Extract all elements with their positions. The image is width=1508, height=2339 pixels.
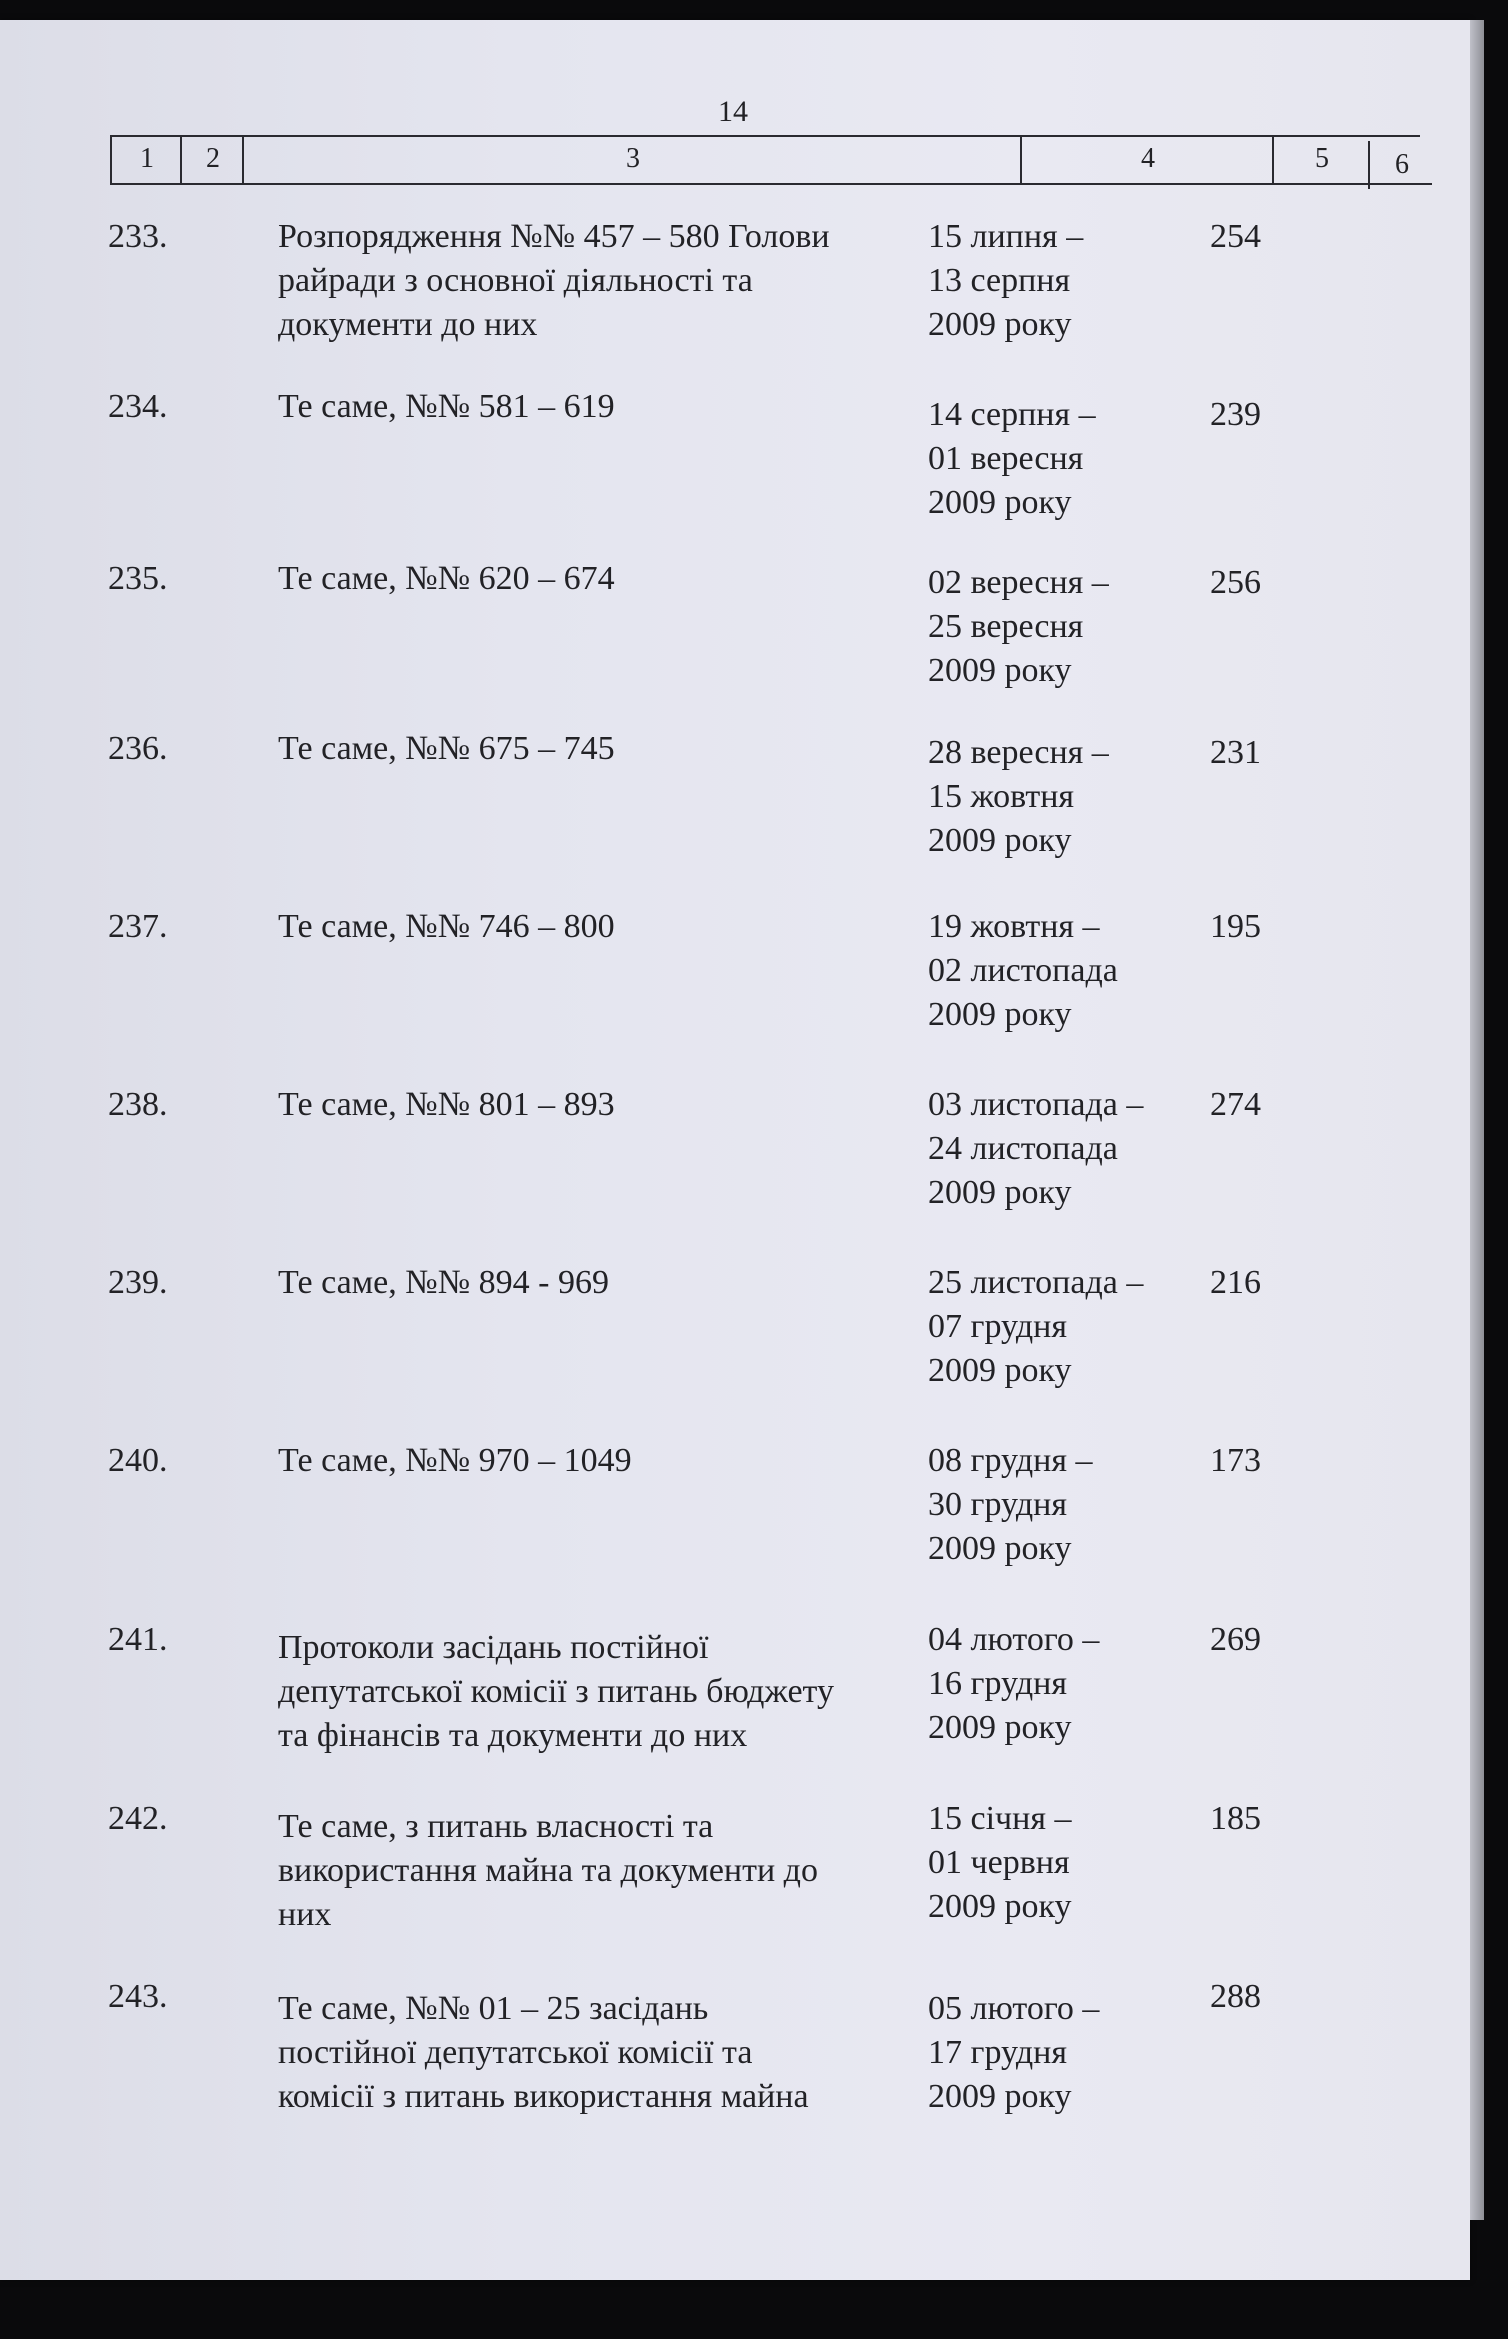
- entry-dates: 04 лютого – 16 грудня 2009 року: [928, 1621, 1100, 1746]
- entry-dates: 28 вересня – 15 жовтня 2009 року: [928, 734, 1109, 859]
- entry-title: Те саме, №№ 801 – 893: [278, 1086, 615, 1123]
- entry-title: Те саме, №№ 894 - 969: [278, 1264, 609, 1301]
- entry-title: Те саме, з питань власності та використання майна та документи до них: [278, 1808, 818, 1933]
- entry-sheet-count: 274: [1210, 1086, 1261, 1123]
- column-header-4: 4: [1020, 135, 1274, 183]
- entry-dates: 15 липня – 13 серпня 2009 року: [928, 218, 1084, 343]
- entry-number: 236.: [108, 730, 168, 767]
- page-number: 14: [718, 95, 748, 128]
- entry-number: 243.: [108, 1978, 168, 2015]
- entry-number: 237.: [108, 908, 168, 945]
- entry-title: Те саме, №№ 675 – 745: [278, 730, 615, 767]
- entry-number: 238.: [108, 1086, 168, 1123]
- entry-title: Розпорядження №№ 457 – 580 Голови райради з основної діяльності та документи до них: [278, 218, 830, 343]
- column-header-1: 1: [110, 135, 182, 183]
- entry-dates: 08 грудня – 30 грудня 2009 року: [928, 1442, 1093, 1567]
- column-header-table: [110, 135, 1430, 183]
- entry-sheet-count: 239: [1210, 396, 1261, 433]
- entry-sheet-count: 185: [1210, 1800, 1261, 1837]
- column-header-3: 3: [242, 135, 1022, 183]
- entry-sheet-count: 256: [1210, 564, 1261, 601]
- entry-number: 235.: [108, 560, 168, 597]
- entry-sheet-count: 254: [1210, 218, 1261, 255]
- entry-title: Те саме, №№ 581 – 619: [278, 388, 615, 425]
- column-header-6: 6: [1368, 141, 1434, 189]
- column-header-5: 5: [1272, 135, 1370, 183]
- entry-sheet-count: 269: [1210, 1621, 1261, 1658]
- entry-number: 242.: [108, 1800, 168, 1837]
- entry-sheet-count: 195: [1210, 908, 1261, 945]
- entry-dates: 14 серпня – 01 вересня 2009 року: [928, 396, 1096, 521]
- entry-number: 239.: [108, 1264, 168, 1301]
- entry-sheet-count: 216: [1210, 1264, 1261, 1301]
- entry-number: 234.: [108, 388, 168, 425]
- header-bottom-rule: [110, 183, 1432, 185]
- entry-number: 241.: [108, 1621, 168, 1658]
- entry-title: Те саме, №№ 01 – 25 засідань постійної депутатської комісії та комісії з питань використання майна: [278, 1990, 809, 2115]
- entry-dates: 05 лютого – 17 грудня 2009 року: [928, 1990, 1100, 2115]
- document-page: [0, 20, 1470, 2280]
- entry-sheet-count: 288: [1210, 1978, 1261, 2015]
- entry-dates: 03 листопада – 24 листопада 2009 року: [928, 1086, 1144, 1211]
- entry-dates: 15 січня – 01 червня 2009 року: [928, 1800, 1072, 1925]
- entry-title: Те саме, №№ 746 – 800: [278, 908, 615, 945]
- entry-title: Те саме, №№ 620 – 674: [278, 560, 615, 597]
- entry-title: Те саме, №№ 970 – 1049: [278, 1442, 632, 1479]
- entry-sheet-count: 231: [1210, 734, 1261, 771]
- entry-number: 233.: [108, 218, 168, 255]
- entry-sheet-count: 173: [1210, 1442, 1261, 1479]
- column-header-2: 2: [180, 135, 244, 183]
- entry-dates: 19 жовтня – 02 листопада 2009 року: [928, 908, 1118, 1033]
- entry-title: Протоколи засідань постійної депутатської комісії з питань бюджету та фінансів та документи до них: [278, 1629, 834, 1754]
- entry-dates: 25 листопада – 07 грудня 2009 року: [928, 1264, 1144, 1389]
- entry-dates: 02 вересня – 25 вересня 2009 року: [928, 564, 1109, 689]
- entry-number: 240.: [108, 1442, 168, 1479]
- page-edge-shadow: [1470, 20, 1484, 2220]
